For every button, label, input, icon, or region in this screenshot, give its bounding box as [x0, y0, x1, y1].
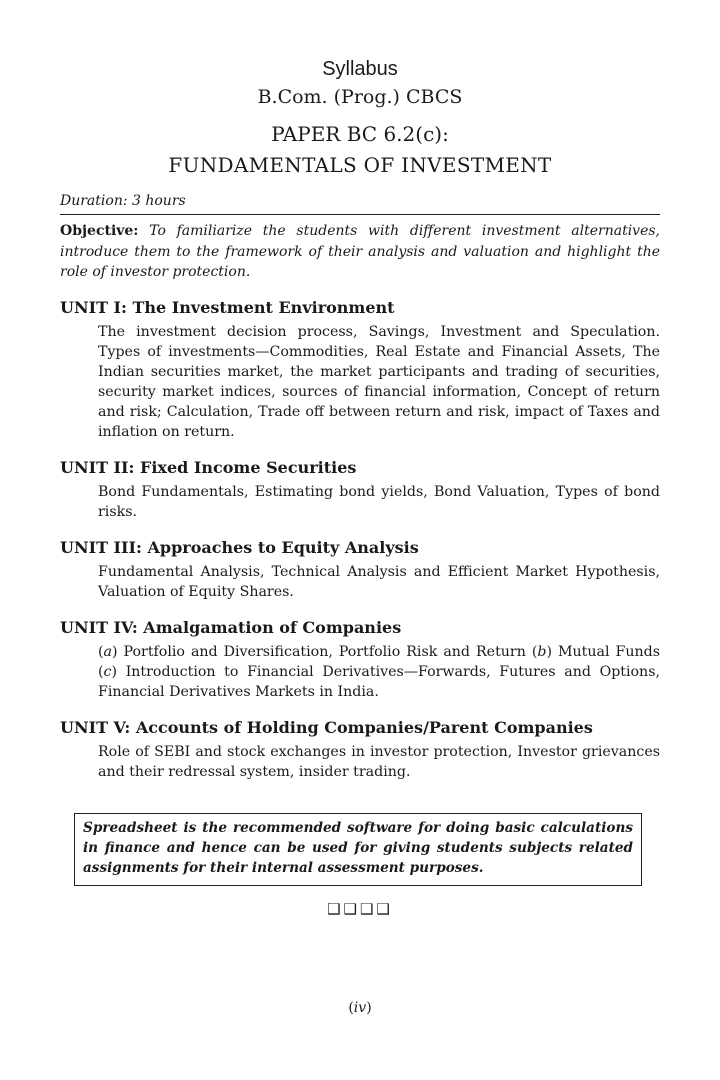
unit-4-marker-b: b [537, 644, 547, 660]
unit-3-body: Fundamental Analysis, Technical Analysis and Efficient Market Hypothesis, Valuation of Equity Shares. [98, 564, 660, 600]
page-number-value: iv [353, 1000, 367, 1016]
unit-2-heading: UNIT II: Fixed Income Securities [60, 458, 357, 477]
software-note-box: Spreadsheet is the recommended software for doing basic calculations in finance and hence can be used for giving students subjects related assignments for their internal assessment purposes. [74, 813, 642, 886]
unit-1-heading: UNIT I: The Investment Environment [60, 298, 395, 317]
unit-5-body: Role of SEBI and stock exchanges in investor protection, Investor grievances and their redressal system, insider trading. [98, 744, 660, 780]
objective-text: To familiarize the students with different investment alternatives, introduce them to the framework of their analysis and valuation and highlight the role of investor protection. [60, 223, 660, 280]
duration-text: Duration: 3 hours [60, 193, 186, 209]
unit-4 [60, 618, 660, 702]
unit-4-marker-c: c [103, 664, 112, 680]
header-divider [60, 214, 660, 215]
syllabus-heading: Syllabus [322, 58, 398, 80]
unit-1 [60, 298, 660, 442]
unit-5-heading: UNIT V: Accounts of Holding Companies/Parent Companies [60, 718, 593, 737]
objective-paragraph [60, 221, 660, 283]
unit-4-part-c: Introduction to Financial Derivatives—Forwards, Futures and Options, Financial Derivatives Markets in India. [98, 664, 660, 700]
paper-code: PAPER BC 6.2(c): [271, 122, 449, 146]
unit-3-heading: UNIT III: Approaches to Equity Analysis [60, 538, 419, 557]
course-name: B.Com. (Prog.) CBCS [257, 86, 463, 108]
unit-1-body: The investment decision process, Savings, Investment and Speculation. Types of investments—Commodities, Real Estate and Financial Assets, The Indian securities market, the market participants and trading of securities, security market indices, sources of financial information, Concept of return and risk; Calculation, Trade off between return and risk, impact of Taxes and inflation on return. [98, 324, 660, 440]
page-number: (iv) [348, 1000, 372, 1016]
unit-4-part-b: Mutual Funds [558, 644, 660, 660]
unit-2 [60, 458, 660, 522]
end-ornament: ❑❑❑❑ [327, 900, 393, 918]
unit-4-body: (a) Portfolio and Diversification, Portfolio Risk and Return (b) Mutual Funds (c) Introduction to Financial Derivatives—Forwards, Futures and Options, Financial Derivatives Markets in India. [98, 644, 660, 700]
unit-4-heading: UNIT IV: Amalgamation of Companies [60, 618, 402, 637]
unit-3 [60, 538, 660, 602]
unit-4-marker-a: a [103, 644, 113, 660]
unit-2-body: Bond Fundamentals, Estimating bond yields, Bond Valuation, Types of bond risks. [98, 484, 660, 520]
paper-title: FUNDAMENTALS OF INVESTMENT [168, 153, 552, 177]
unit-5 [60, 718, 660, 782]
unit-4-part-a: Portfolio and Diversification, Portfolio Risk and Return [123, 644, 526, 660]
objective-label: Objective: [60, 223, 139, 239]
